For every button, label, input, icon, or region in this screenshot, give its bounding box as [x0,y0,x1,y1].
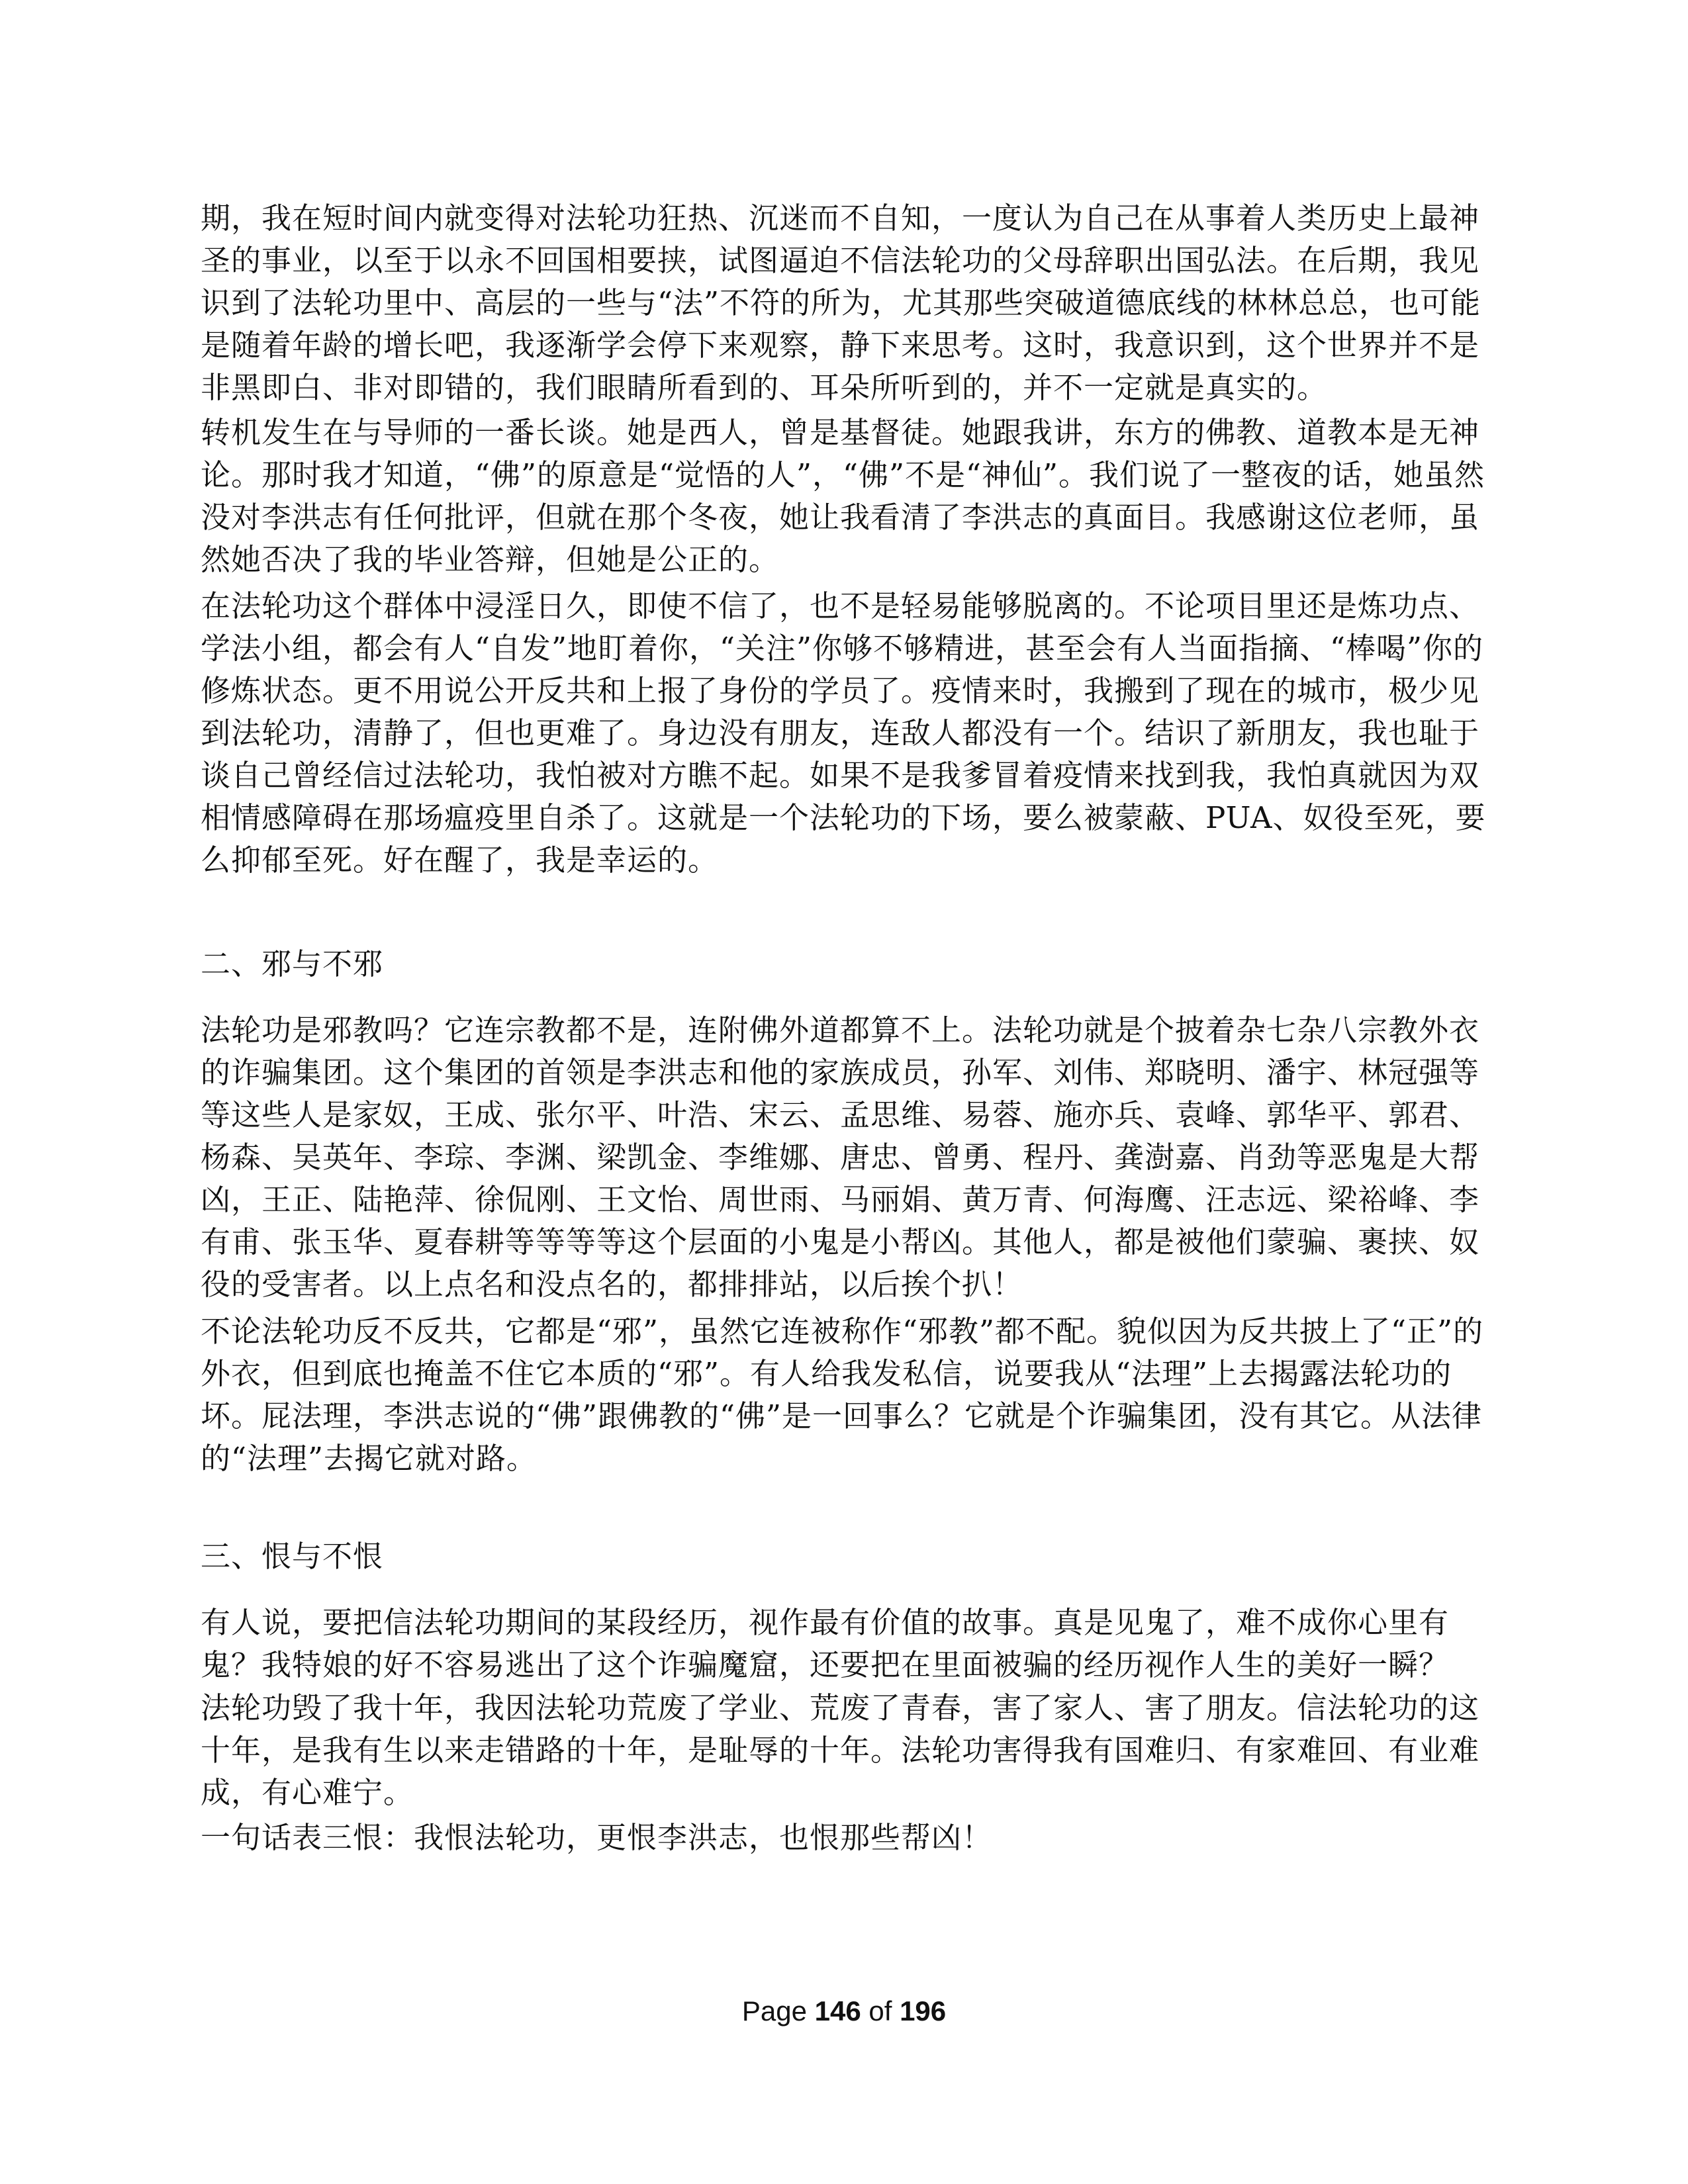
page-label: Page [741,1995,815,2026]
paragraph-intro-1: 期，我在短时间内就变得对法轮功狂热、沉迷而不自知，一度认为自己在从事着人类历史上最神圣的事业，以至于以永不回国相要挟，试图逼迫不信法轮功的父母辞职出国弘法。在后期，我见识到了法轮功里中、高层的一些与“法”不符的所为，尤其那些突破道德底线的林林总总，也可能是随着年龄的增长吧，我逐渐学会停下来观察，静下来思考。这时，我意识到，这个世界并不是非黑即白、非对即错的，我们眼睛所看到的、耳朵所听到的，并不一定就是真实的。 [201,201,1481,405]
paragraph-intro-2: 转机发生在与导师的一番长谈。她是西人，曾是基督徒。她跟我讲，东方的佛教、道教本是无神论。那时我才知道，“佛”的原意是“觉悟的人”，“佛”不是“神仙”。我们说了一整夜的话，她虽然没对李洪志有任何批评，但就在那个冬夜，她让我看清了李洪志的真面目。我感谢这位老师，虽然她否决了我的毕业答辩，但她是公正的。 [201,415,1485,577]
paragraph-section3-2: 法轮功毁了我十年，我因法轮功荒废了学业、荒废了青春，害了家人、害了朋友。信法轮功的这十年，是我有生以来走错路的十年，是耻辱的十年。法轮功害得我有国难归、有家难回、有业难成，有心难宁。 [201,1690,1480,1810]
page-of-label: of [861,1995,900,2026]
paragraph-section2-1: 法轮功是邪教吗？它连宗教都不是，连附佛外道都算不上。法轮功就是个披着杂七杂八宗教外衣的诈骗集团。这个集团的首领是李洪志和他的家族成员，孙军、刘伟、郑晓明、潘宇、林冠强等等这些人是家奴，王成、张尔平、叶浩、宋云、孟思维、易蓉、施亦兵、袁峰、郭华平、郭君、杨森、吴英年、李琮、李渊、梁凯金、李维娜、唐忠、曾勇、程丹、龚澍嘉、肖劲等恶鬼是大帮凶，王正、陆艳萍、徐侃刚、王文怡、周世雨、马丽娟、黄万青、何海鹰、汪志远、梁裕峰、李有甫、张玉华、夏春耕等等等等这个层面的小鬼是小帮凶。其他人，都是被他们蒙骗、裹挟、奴役的受害者。以上点名和没点名的，都排排站，以后挨个扒！ [201,1013,1480,1302]
current-page-number: 146 [814,1995,861,2026]
total-pages-number: 196 [900,1995,947,2026]
paragraph-intro-3: 在法轮功这个群体中浸淫日久，即使不信了，也不是轻易能够脱离的。不论项目里还是炼功点、学法小组，都会有人“自发”地盯着你，“关注”你够不够精进，甚至会有人当面指摘、“棒喝”你的修炼状态。更不用说公开反共和上报了身份的学员了。疫情来时，我搬到了现在的城市，极少见到法轮功，清静了，但也更难了。身边没有朋友，连敌人都没有一个。结识了新朋友，我也耻于谈自己曾经信过法轮功，我怕被对方瞧不起。如果不是我爹冒着疫情来找到我，我怕真就因为双相情感障碍在那场瘟疫里自杀了。这就是一个法轮功的下场，要么被蒙蔽、PUA、奴役至死，要么抑郁至死。好在醒了，我是幸运的。 [201,588,1486,878]
page-footer [0,1995,1688,2027]
section-heading-3: 三、恨与不恨 [201,1539,384,1574]
section-heading-2: 二、邪与不邪 [201,946,384,981]
paragraph-section3-3: 一句话表三恨：我恨法轮功，更恨李洪志，也恨那些帮凶！ [201,1820,993,1855]
paragraph-section3-1: 有人说，要把信法轮功期间的某段经历，视作最有价值的故事。真是见鬼了，难不成你心里有鬼？我特娘的好不容易逃出了这个诈骗魔窟，还要把在里面被骗的经历视作人生的美好一瞬？ [201,1605,1450,1682]
paragraph-section2-2: 不论法轮功反不反共，它都是“邪”，虽然它连被称作“邪教”都不配。貌似因为反共披上了“正”的外衣，但到底也掩盖不住它本质的“邪”。有人给我发私信，说要我从“法理”上去揭露法轮功的坏。屁法理，李洪志说的“佛”跟佛教的“佛”是一回事么？它就是个诈骗集团，没有其它。从法律的“法理”去揭它就对路。 [201,1314,1484,1476]
